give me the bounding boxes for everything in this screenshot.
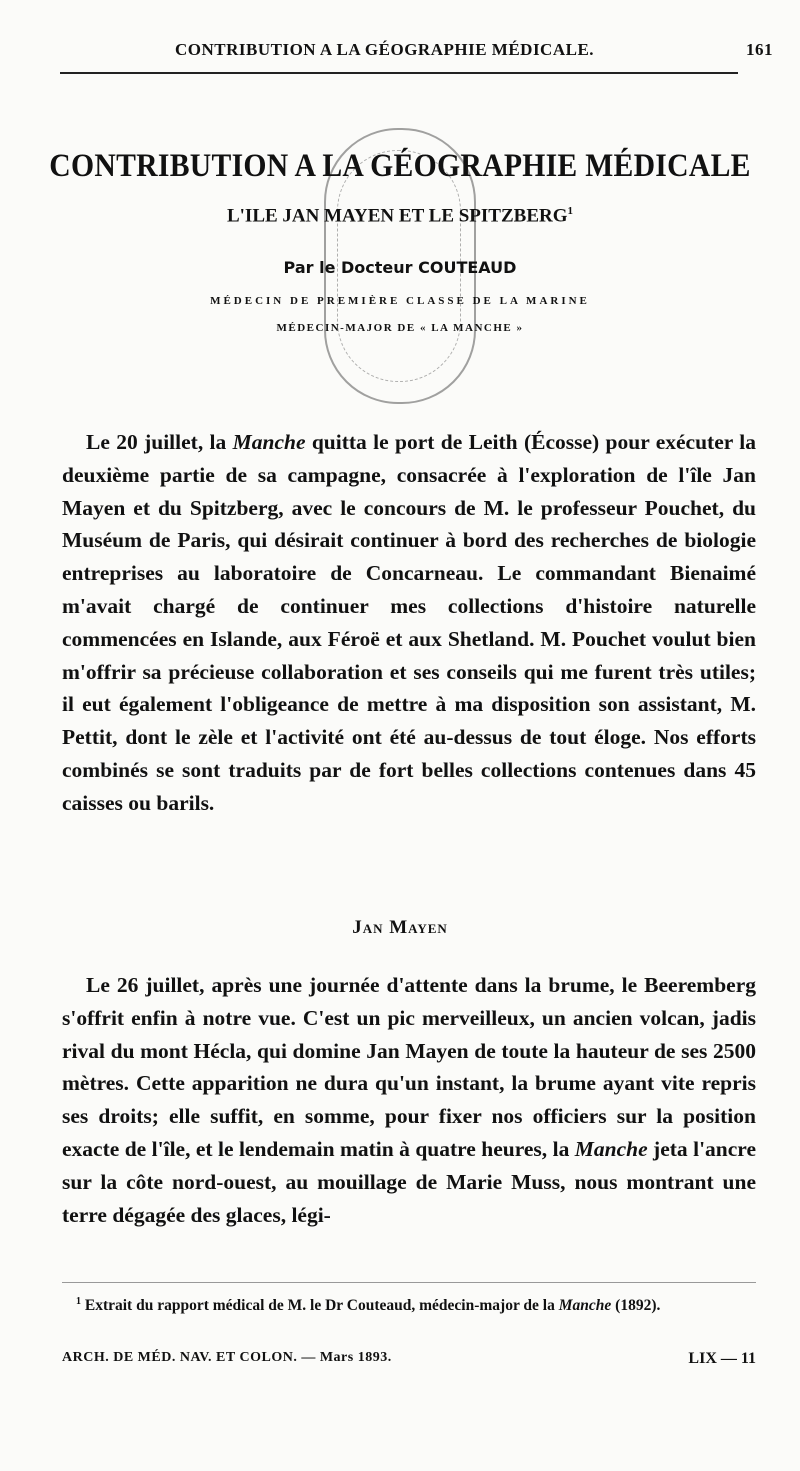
footnote-text-suffix: (1892). bbox=[611, 1297, 661, 1315]
author-affiliation-rank: MÉDECIN DE PREMIÈRE CLASSE DE LA MARINE bbox=[210, 295, 590, 307]
author-line: Par le Docteur COUTEAUD bbox=[283, 258, 517, 277]
para2-part1: Le 26 juillet, après une journée d'attente dans la brume, le Beeremberg s'offrit enfin à notre vue. C'est un pic merveilleux, un ancien volcan, jadis rival du mont Hécla, qui domine Jan Mayen de toute la hauteur de ses 2500 mètres. Cette apparition ne dura qu'un instant, la brume ayant vite repris ses droits; elle suffit, en somme, pour fixer nos officiers sur la position exacte de l'île, et le lendemain matin à quatre heures, la bbox=[62, 973, 756, 1161]
ship-name: Manche bbox=[232, 430, 306, 454]
footnote bbox=[62, 1290, 756, 1317]
running-head-title: CONTRIBUTION A LA GÉOGRAPHIE MÉDICALE. bbox=[175, 40, 595, 59]
section-heading: Jan Mayen bbox=[352, 917, 448, 938]
article-title: CONTRIBUTION A LA GÉOGRAPHIE MÉDICALE bbox=[49, 148, 751, 184]
header-rule bbox=[60, 72, 738, 74]
footnote-marker: 1 bbox=[76, 1296, 81, 1307]
subtitle-footnote-marker: 1 bbox=[567, 205, 573, 217]
para1-rest: quitta le port de Leith (Écosse) pour exécuter la deuxième partie de sa campagne, consacrée à l'exploration de l'île Jan Mayen et du Spitzberg, avec le concours de M. le professeur Pouchet, du Muséum de Paris, qui désirait continuer à bord des recherches de biologie entreprises au laboratoire de Concarneau. Le commandant Bienaimé m'avait chargé de continuer mes collections d'histoire naturelle commencées en Islande, aux Féroë et aux Shetland. M. Pouchet voulut bien m'offrir sa précieuse collaboration et ses conseils qui me furent très utiles; il eut également l'obligeance de mettre à ma disposition son assistant, M. Pettit, dont le zèle et l'activité ont été au-dessus de tout éloge. Nos efforts combinés se sont traduits par de fort belles collections contenues dans 45 caisses ou barils. bbox=[62, 430, 756, 815]
paragraph-intro bbox=[62, 426, 756, 820]
para2-part2: jeta l'ancre sur la côte nord-ouest, au mouillage de Marie Muss, nous montrant une terre dégagée des glaces, légi- bbox=[62, 1136, 756, 1227]
journal-citation: ARCH. DE MÉD. NAV. ET COLON. — Mars 1893. bbox=[62, 1350, 392, 1365]
article-subtitle bbox=[0, 205, 800, 227]
footnote-ship-name: Manche bbox=[558, 1297, 612, 1315]
ship-name: Manche bbox=[574, 1136, 648, 1161]
paragraph-jan-mayen bbox=[62, 969, 756, 1231]
footnote-rule bbox=[62, 1282, 756, 1283]
footnote-text-prefix: Extrait du rapport médical de M. le Dr Couteaud, médecin-major de la bbox=[81, 1297, 559, 1315]
volume-number: LIX — 11 bbox=[688, 1350, 756, 1367]
author-affiliation-post: MÉDECIN-MAJOR DE « LA MANCHE » bbox=[276, 322, 524, 334]
subtitle-text: L'ILE JAN MAYEN ET LE SPITZBERG bbox=[226, 205, 568, 227]
para1-prefix: Le 20 juillet, la bbox=[86, 430, 233, 454]
page-number: 161 bbox=[746, 40, 773, 59]
